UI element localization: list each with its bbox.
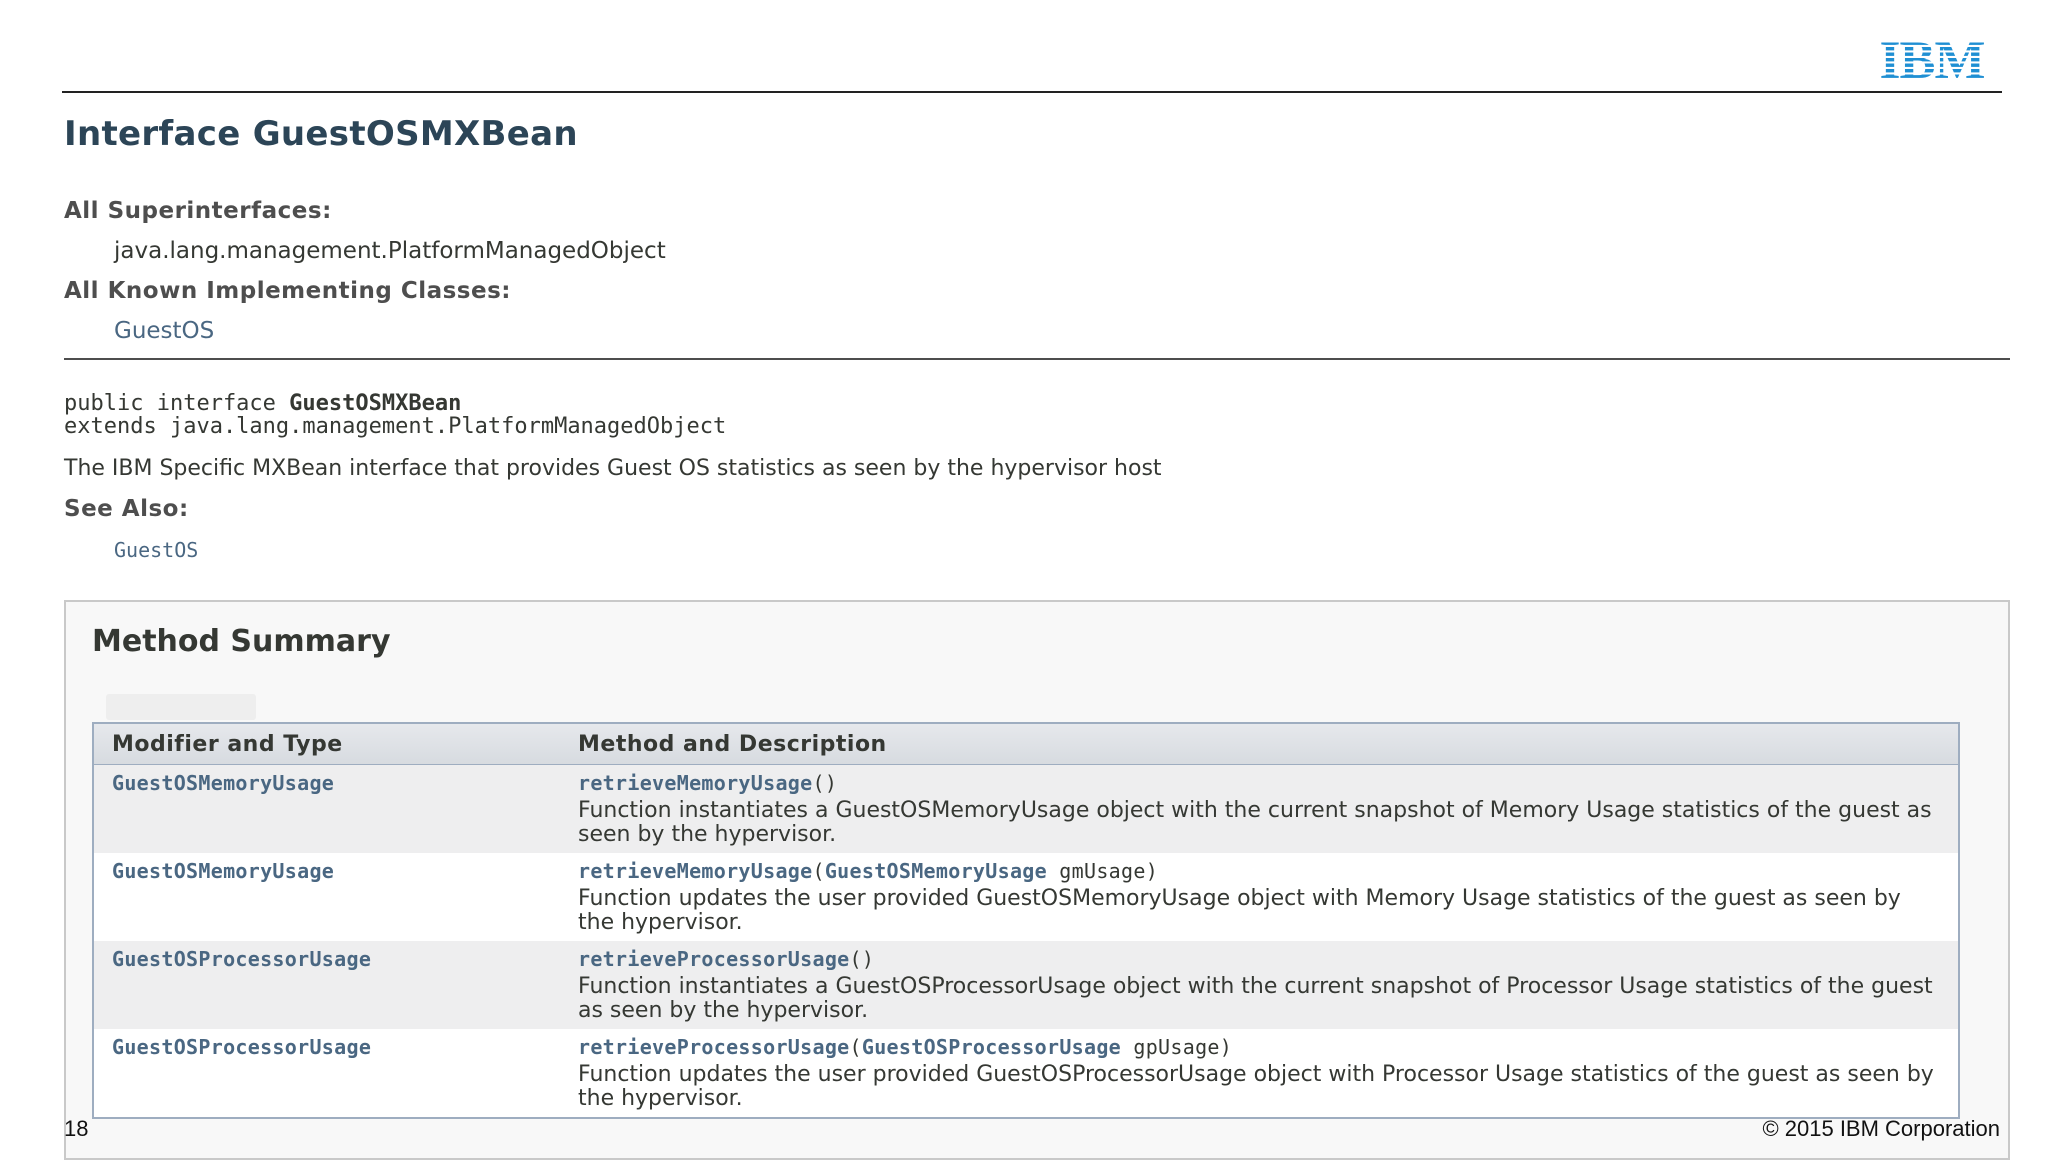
signature-prefix: public interface [64, 391, 290, 416]
ibm-logo-text: IBM [1879, 36, 1985, 80]
table-row [93, 765, 1959, 854]
superinterfaces-label: All Superinterfaces: [64, 198, 332, 224]
param-type-link[interactable]: GuestOSMemoryUsage [824, 859, 1047, 883]
slide-number: 18 [64, 1116, 89, 1141]
return-type-link[interactable]: GuestOSProcessorUsage [93, 1029, 560, 1118]
signature-name: GuestOSMXBean [289, 391, 462, 416]
return-type-link[interactable]: GuestOSMemoryUsage [93, 765, 560, 854]
table-row [93, 1029, 1959, 1118]
close-paren: ) [861, 947, 875, 971]
method-cell [560, 853, 1959, 941]
interface-signature [64, 392, 726, 438]
return-type-link[interactable]: GuestOSMemoryUsage [93, 853, 560, 941]
interface-description: The IBM Specific MXBean interface that provides Guest OS statistics as seen by the hypervisor host [64, 456, 1162, 481]
open-paren: ( [849, 947, 862, 971]
return-type-link[interactable]: GuestOSProcessorUsage [93, 941, 560, 1029]
implementing-classes-label: All Known Implementing Classes: [64, 278, 511, 304]
method-signature [578, 859, 1940, 883]
copyright-notice: © 2015 IBM Corporation [1762, 1116, 2000, 1141]
signature-extends: extends java.lang.management.PlatformManagedObject [64, 414, 727, 439]
open-paren: ( [812, 859, 825, 883]
close-paren: ) [1145, 859, 1159, 883]
methods-tab [106, 694, 256, 720]
method-name-link[interactable]: retrieveProcessorUsage [578, 1035, 850, 1059]
implementing-class-link[interactable]: GuestOS [114, 318, 215, 344]
table-row [93, 941, 1959, 1029]
method-description: Function updates the user provided GuestOSMemoryUsage object with Memory Usage statistics of the guest as seen by the hypervisor. [578, 886, 1901, 935]
method-summary-section [64, 600, 2010, 1160]
method-signature [578, 1035, 1940, 1059]
method-summary-table [92, 722, 1960, 1119]
method-signature [578, 947, 1940, 971]
open-paren: ( [849, 1035, 862, 1059]
param-name: gmUsage [1046, 859, 1146, 883]
method-cell [560, 1029, 1959, 1118]
param-name: gpUsage [1121, 1035, 1220, 1059]
header-rule [62, 91, 2002, 93]
method-name-link[interactable]: retrieveMemoryUsage [578, 859, 813, 883]
method-description: Function instantiates a GuestOSProcessorUsage object with the current snapshot of Processor Usage statistics of the guest as seen by the hypervisor. [578, 974, 1933, 1023]
method-cell [560, 765, 1959, 854]
section-divider [64, 358, 2010, 360]
method-description: Function updates the user provided GuestOSProcessorUsage object with Processor Usage statistics of the guest as seen by the hypervisor. [578, 1062, 1934, 1111]
method-name-link[interactable]: retrieveMemoryUsage [578, 771, 813, 795]
method-summary-title: Method Summary [92, 624, 391, 659]
ibm-logo [1864, 36, 2000, 80]
param-type-link[interactable]: GuestOSProcessorUsage [861, 1035, 1122, 1059]
close-paren: ) [1219, 1035, 1233, 1059]
method-signature [578, 771, 1940, 795]
see-also-label: See Also: [64, 496, 189, 522]
close-paren: ) [824, 771, 838, 795]
column-header-modifier-type: Modifier and Type [93, 723, 560, 765]
superinterface-link[interactable]: java.lang.management.PlatformManagedObject [114, 238, 666, 264]
method-description: Function instantiates a GuestOSMemoryUsage object with the current snapshot of Memory Usage statistics of the guest as seen by the hypervisor. [578, 798, 1932, 847]
see-also-link[interactable]: GuestOS [114, 538, 199, 562]
method-name-link[interactable]: retrieveProcessorUsage [578, 947, 850, 971]
table-row [93, 853, 1959, 941]
method-cell [560, 941, 1959, 1029]
page-title: Interface GuestOSMXBean [64, 114, 578, 154]
open-paren: ( [812, 771, 825, 795]
table-header-row [93, 723, 1959, 765]
column-header-method-description: Method and Description [560, 723, 1959, 765]
